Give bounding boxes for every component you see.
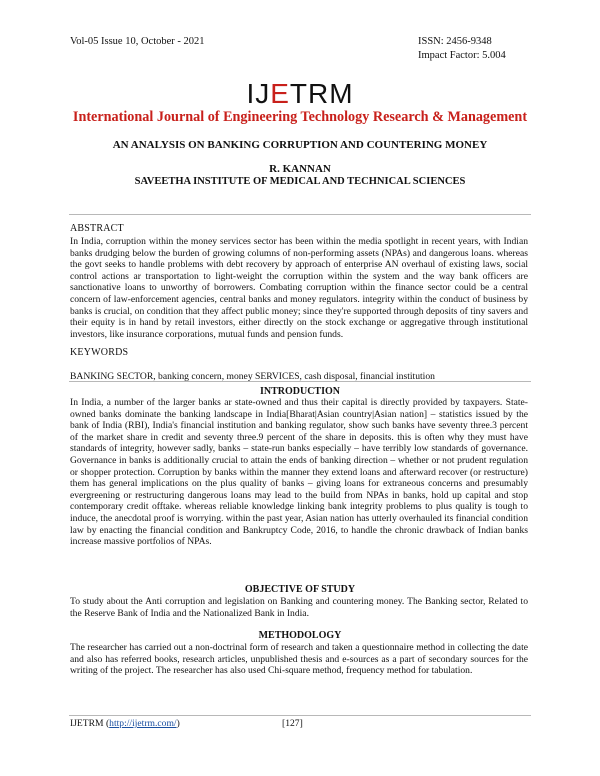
abstract-text: In India, corruption within the money services sector has been within the media spotlight in recent years, with Indian banks drudging below the burden of growing columns of non-performing assets (NPAs) and dangerous loans. whereas the govt seeks to handle problems with debt recovery by approach of enterprise AN overhaul of existing laws, social control actions ar transportation to light-weight the corruption within the system and the way bank officers are sanctionative loans to unworthy of borrowers. Combating corruption within the finance sector could be a central concern of law-enforcement agencies, central banks and money regulators. integrity within the conduct of business by banks is crucial, on condition that they affect public money; since they're supported through deposits of tiny savers and their equity is in hand by retail investors, either directly on the stock exchange or aggregative through institutional investors, like insurance corporations, mutual funds and pension funds.: [70, 236, 528, 340]
keywords-heading: KEYWORDS: [70, 347, 129, 358]
footer-divider: [69, 715, 531, 716]
journal-logo: IJETRM: [246, 78, 354, 109]
abstract-heading: ABSTRACT: [70, 223, 124, 234]
methodology-heading: METHODOLOGY: [258, 630, 342, 641]
journal-website-link[interactable]: http://ijetrm.com/: [109, 718, 177, 729]
divider: [69, 214, 531, 215]
objective-heading: OBJECTIVE OF STUDY: [244, 584, 356, 595]
introduction-heading: INTRODUCTION: [259, 386, 340, 397]
objective-text: To study about the Anti corruption and legislation on Banking and countering money. The Banking sector, Related to the Reserve Bank of India and the Nationalized Bank in India.: [70, 596, 528, 619]
issn: ISSN: 2456-9348: [418, 36, 492, 47]
author-name: R. KANNAN: [269, 163, 331, 175]
journal-name: International Journal of Engineering Technology Research & Management: [72, 109, 528, 125]
volume-info: Vol-05 Issue 10, October - 2021: [70, 36, 205, 47]
page-number: [127]: [282, 718, 303, 729]
introduction-text: In India, a number of the larger banks ar state-owned and thus their capital is directly provided by taxpayers. State-owned banks dominate the banking landscape in India[Bharat|Asian country|Asian nation] – statistics issued by the bank of India (RBI), India's financial institution and banking regulator, show such banks have seventy three.3 percent of the market share in credit and seventy three.9 percent of the share in deposits. this is often why they must have standards of integrity, however sadly, banks – state-run banks especially – have terribly low standards of governance. Governance in banks is additionally crucial to attain the ends of banking direction – whether or not prudent regulation or shopper protection. Corruption by banks within the manner they extend loans and afterward recover (or restructure) them has general implications on the plus quality of banks – giving loans for extraneous concerns and presumably evergreening or restructuring dangerous loans may lead to the build from NPAs in banks, hold up capital and stop contemporary credit offtake. whereas reliable knowledge linking bank integrity problems to plus quality is tough to induce, the anecdotal proof is worrying. within the past year, Asian nation has utterly overhauled its financial condition law by enacting the financial condition and Bankruptcy Code, 2016, to handle the chronic drawback of Indian banks increase massive portfolios of NPAs.: [70, 397, 528, 548]
impact-factor: Impact Factor: 5.004: [418, 50, 506, 61]
divider: [69, 381, 531, 382]
author-affiliation: SAVEETHA INSTITUTE OF MEDICAL AND TECHNICAL SCIENCES: [134, 176, 466, 187]
methodology-text: The researcher has carried out a non-doctrinal form of research and taken a questionnaire method in collecting the date and also has referred books, research articles, unpublished thesis and e-sources as a part of secondary sources for the writing of the project. The researcher has also used Chi-square method, frequency method for tabulation.: [70, 642, 528, 677]
footer-journal: IJETRM (http://ijetrm.com/): [70, 718, 180, 729]
paper-title: AN ANALYSIS ON BANKING CORRUPTION AND COUNTERING MONEY: [112, 139, 488, 151]
keywords-text: BANKING SECTOR, banking concern, money SERVICES, cash disposal, financial institution: [70, 371, 435, 382]
